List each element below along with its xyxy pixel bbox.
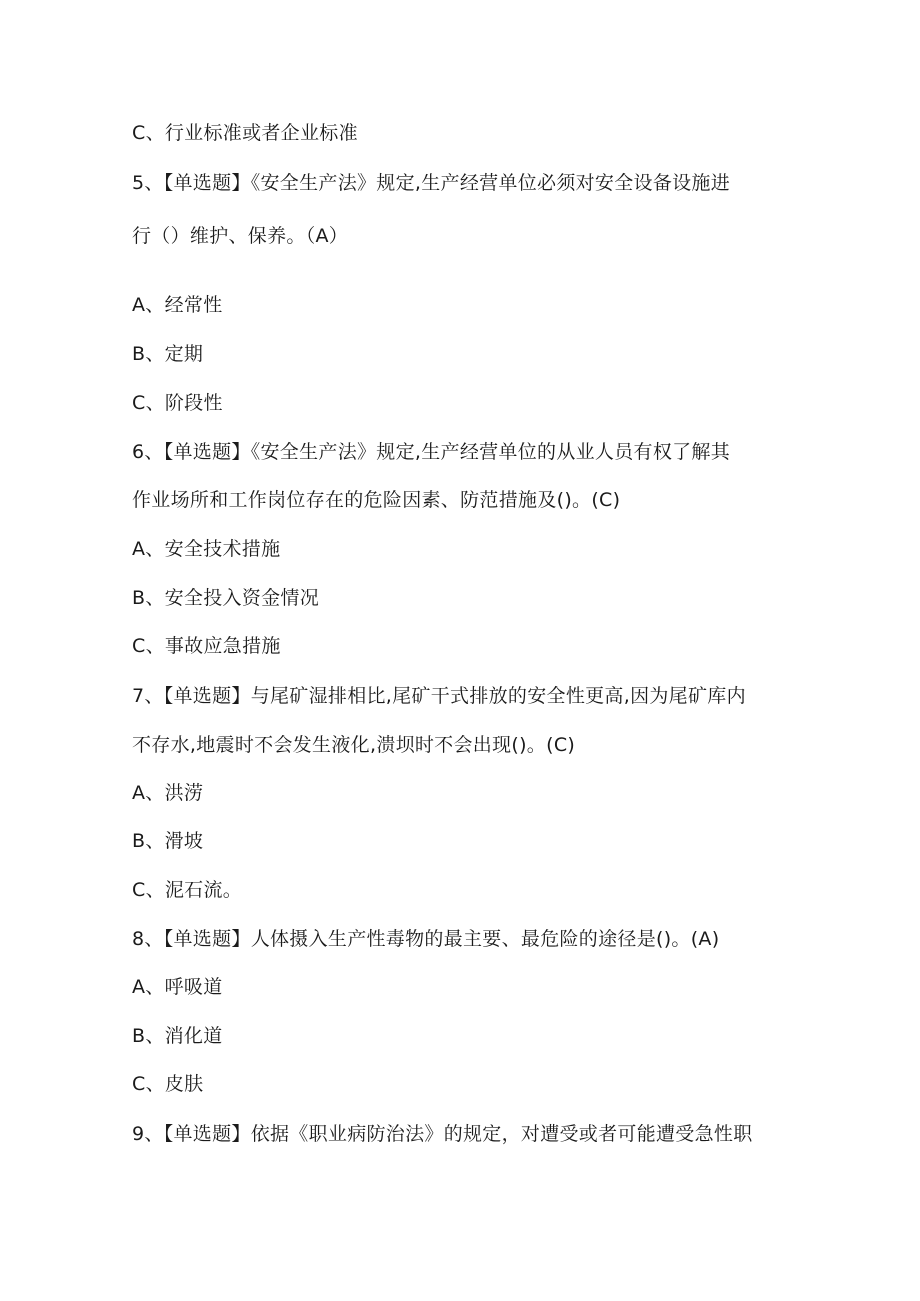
question-7-line-1: 7、【单选题】与尾矿湿排相比,尾矿干式排放的安全性更高,因为尾矿库内 <box>132 685 746 707</box>
question-8-line-1: 8、【单选题】人体摄入生产性毒物的最主要、最危险的途径是()。(A) <box>132 928 720 950</box>
option-line: A、洪涝 <box>132 782 204 804</box>
option-line: B、安全投入资金情况 <box>132 587 320 609</box>
question-7-line-2: 不存水,地震时不会发生液化,溃坝时不会出现()。(C) <box>132 734 576 756</box>
option-line: C、皮肤 <box>132 1073 204 1095</box>
option-line: B、消化道 <box>132 1025 223 1047</box>
option-line: C、阶段性 <box>132 392 223 414</box>
option-line: B、定期 <box>132 343 204 365</box>
option-line: C、行业标准或者企业标准 <box>132 122 358 144</box>
question-6-line-2: 作业场所和工作岗位存在的危险因素、防范措施及()。(C) <box>132 489 621 511</box>
option-line: C、泥石流。 <box>132 879 243 901</box>
option-line: A、呼吸道 <box>132 976 223 998</box>
option-line: C、事故应急措施 <box>132 635 281 657</box>
question-6-line-1: 6、【单选题】《安全生产法》规定,生产经营单位的从业人员有权了解其 <box>132 441 731 463</box>
option-line: B、滑坡 <box>132 830 204 852</box>
question-5-line-1: 5、【单选题】《安全生产法》规定,生产经营单位必须对安全设备设施进 <box>132 172 731 194</box>
option-line: A、经常性 <box>132 294 223 316</box>
option-line: A、安全技术措施 <box>132 538 281 560</box>
question-9-line-1: 9、【单选题】依据《职业病防治法》的规定，对遭受或者可能遭受急性职 <box>132 1123 753 1145</box>
question-5-line-2: 行（）维护、保养。（A） <box>132 225 349 247</box>
